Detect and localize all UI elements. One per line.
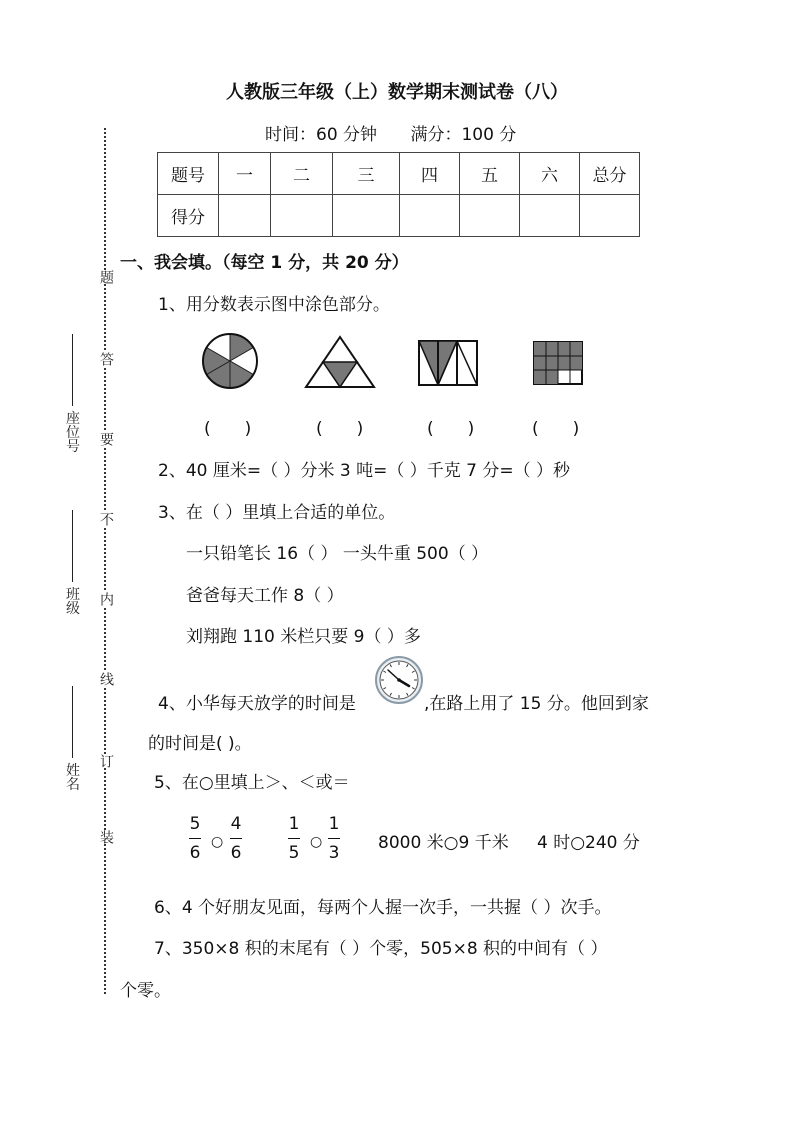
score-header-cell: 题号 [158, 153, 219, 195]
score-table-score-row [158, 195, 640, 237]
score-header-cell: 总分 [580, 153, 640, 195]
question-7-part2: 个零。 [120, 981, 171, 1001]
score-table-header-row [158, 153, 640, 195]
question-7-part1: 7、350×8 积的末尾有（ ）个零，505×8 积的中间有（ ） [154, 939, 608, 959]
shaded-rectangle-triangles-figure [417, 339, 481, 389]
binding-char: 订 [98, 754, 114, 768]
fraction-5-6: 5 6 [189, 814, 201, 863]
binding-char: 答 [98, 352, 114, 366]
compare-circle[interactable]: ○ [211, 834, 224, 850]
score-header-cell: 六 [520, 153, 580, 195]
q1-answer-blank[interactable]: ( ) [427, 419, 475, 439]
class-label: 班级 [62, 508, 82, 614]
score-cell[interactable] [580, 195, 640, 237]
score-table [157, 152, 640, 237]
shaded-circle-figure [201, 332, 259, 390]
binding-char: 装 [98, 830, 114, 844]
binding-char: 内 [98, 592, 114, 606]
score-cell[interactable] [219, 195, 271, 237]
question-3-line: 爸爸每天工作 8（ ） [186, 586, 344, 606]
question-5: 5、在○里填上＞、＜或＝ [154, 773, 350, 793]
question-3: 3、在（ ）里填上合适的单位。 [158, 503, 396, 523]
score-row-label: 得分 [158, 195, 219, 237]
fraction-1-5: 1 5 [288, 814, 300, 863]
q5-compare-length: 8000 米○9 千米 [378, 833, 509, 853]
score-header-cell: 一 [219, 153, 271, 195]
binding-char: 要 [98, 432, 114, 446]
q1-answer-blank[interactable]: ( ) [532, 419, 580, 439]
binding-dotted-line [104, 128, 106, 994]
question-4-part1: 4、小华每天放学的时间是 [158, 694, 356, 714]
compare-circle[interactable]: ○ [310, 834, 323, 850]
score-cell[interactable] [271, 195, 333, 237]
binding-char: 不 [98, 512, 114, 526]
score-cell[interactable] [400, 195, 460, 237]
score-header-cell: 五 [460, 153, 520, 195]
question-4-part2: ,在路上用了 15 分。他回到家 [424, 694, 649, 714]
exam-full-score: 满分：100 分 [410, 125, 517, 145]
score-header-cell: 四 [400, 153, 460, 195]
page-title: 人教版三年级（上）数学期末测试卷（八） [226, 82, 568, 103]
class-blank[interactable] [72, 510, 73, 582]
fraction-4-6: 4 6 [230, 814, 242, 863]
score-header-cell: 三 [333, 153, 400, 195]
question-3-line: 刘翔跑 110 米栏只要 9（ ）多 [186, 627, 421, 647]
binding-char: 题 [98, 270, 114, 284]
question-1: 1、用分数表示图中涂色部分。 [158, 295, 390, 315]
score-cell[interactable] [520, 195, 580, 237]
q1-answer-blank[interactable]: ( ) [316, 419, 364, 439]
section-1-heading: 一、我会填。（每空 1 分，共 20 分） [120, 253, 409, 273]
clock-icon [374, 655, 424, 705]
question-3-line: 一只铅笔长 16（ ） 一头牛重 500（ ） [186, 544, 489, 564]
score-header-cell: 二 [271, 153, 333, 195]
q5-compare-time: 4 时○240 分 [537, 833, 640, 853]
name-label: 姓名 [62, 684, 82, 790]
exam-time: 时间：60 分钟 [265, 125, 378, 145]
exam-info [265, 120, 544, 145]
score-cell[interactable] [333, 195, 400, 237]
shaded-triangle-figure [304, 335, 376, 389]
question-6: 6、4 个好朋友见面，每两个人握一次手，一共握（ ）次手。 [154, 898, 612, 918]
fraction-1-3: 1 3 [328, 814, 340, 863]
name-blank[interactable] [72, 686, 73, 758]
shaded-grid-figure [532, 340, 584, 386]
seat-number-blank[interactable] [72, 334, 73, 406]
seat-number-label: 座位号 [62, 332, 82, 452]
question-2: 2、40 厘米=（ ）分米 3 吨=（ ）千克 7 分=（ ）秒 [158, 461, 571, 481]
binding-char: 线 [98, 672, 114, 686]
question-4-part3: 的时间是( )。 [148, 734, 252, 754]
q1-answer-blank[interactable]: ( ) [204, 419, 252, 439]
score-cell[interactable] [460, 195, 520, 237]
